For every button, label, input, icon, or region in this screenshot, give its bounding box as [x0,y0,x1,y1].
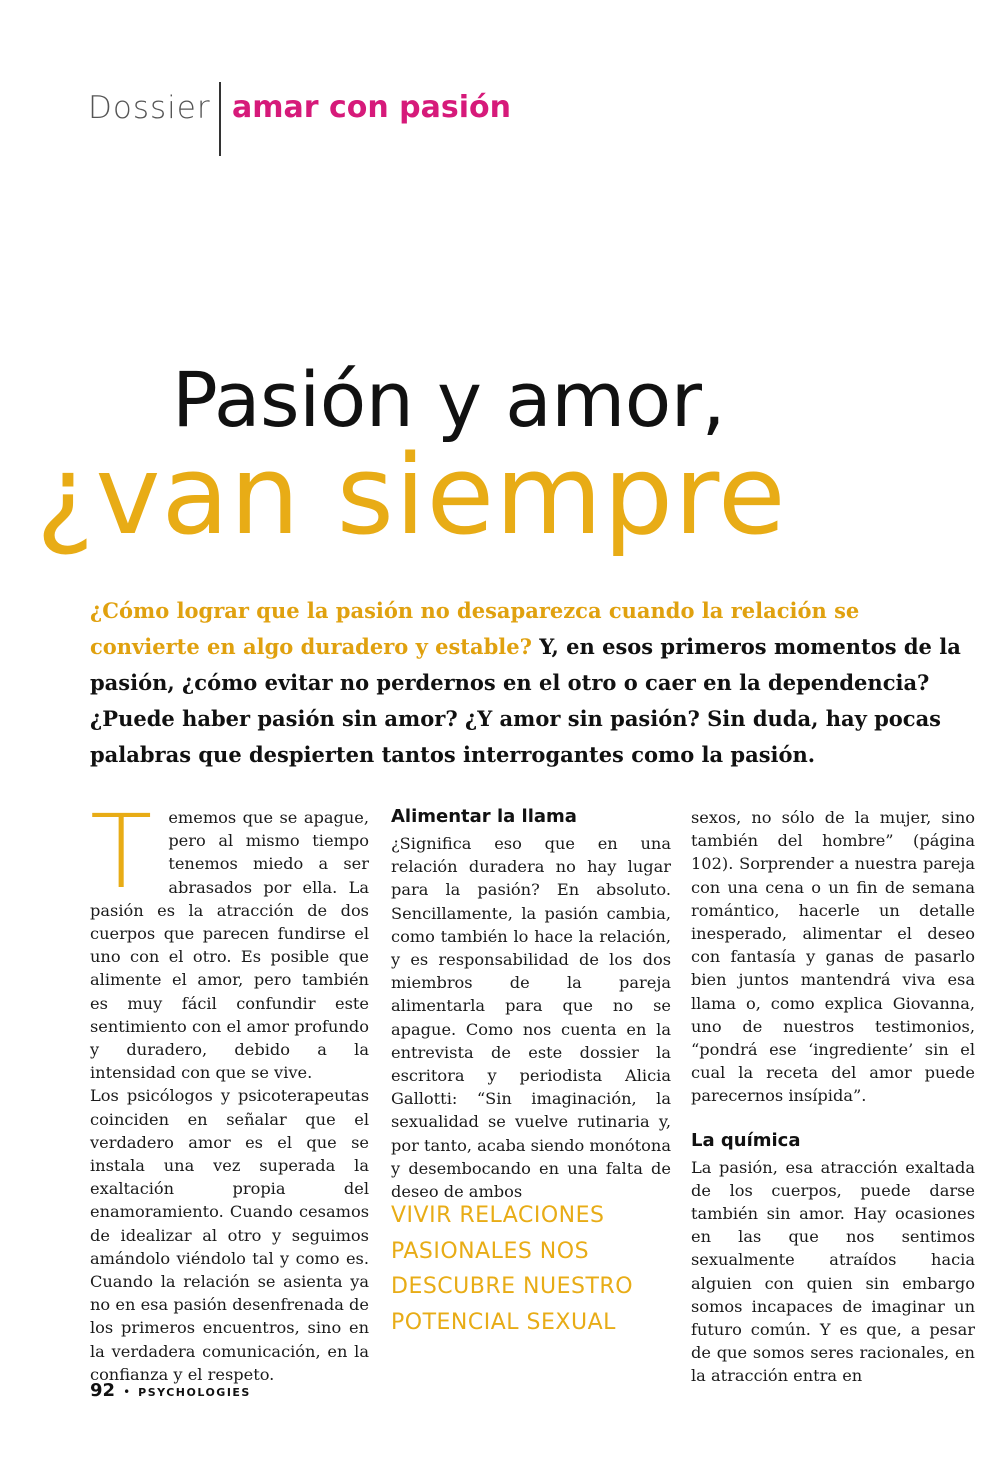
page-footer [90,1380,251,1401]
title-line-2: ¿van siempre [36,431,787,559]
pull-quote-line-1: VIVIR RELACIONES [391,1203,605,1228]
intro-paragraph [90,593,970,773]
pull-quote-line-3: DESCUBRE NUESTRO [391,1274,634,1299]
title-line-1: Pasión y amor, [172,355,726,444]
column-2 [391,806,671,1203]
column-3 [691,806,975,1388]
col3-heading: La química [691,1129,801,1151]
col3-paragraph-1: sexos, no sólo de la mujer, sino también del hombre” (página 102). Sorprender a nuestra pareja con una cena o un fin de semana romántico, hacerle un detalle inesperado, alimentar el deseo con fantasía y ganas de pasarlo bien juntos mantendrá viva esa llama o, como explica Giovanna, uno de nuestros testimonios, “pondrá ese ‘ingrediente’ sin el cual la receta del amor puede parecernos insípida”. [691,808,975,1106]
col2-paragraph-1: ¿Significa eso que en una relación duradera no hay lugar para la pasión? En absoluto. Sencillamente, la pasión cambia, como también lo hace la relación, y es responsabilidad de los dos miembros de la pareja alimentarla para que no se apague. Como nos cuenta en la entrevista de este dossier la escritora y periodista Alicia Gallotti: “Sin imaginación, la sexualidad se vuelve rutinaria y, por tanto, acaba siendo monótona y desembocando en una falta de deseo de ambos [391,834,671,1202]
pull-quote-line-4: POTENCIAL SEXUAL [391,1309,616,1335]
col3-paragraph-2: La pasión, esa atracción exaltada de los cuerpos, puede darse también sin amor. Hay ocasiones en las que nos sentimos sexualmente atraídos hacia alguien con quien sin embargo somos incapaces de imaginar un futuro común. Y es que, a pesar de que somos seres racionales, en la atracción entra en [691,1157,975,1386]
intro-rest: Y, en esos primeros momentos de la pasión, ¿cómo evitar no perdernos en el otro o caer en la dependencia? ¿Puede haber pasión sin amor? ¿Y amor sin pasión? Sin duda, hay pocas palabras que despierten tantos interrogantes como la pasión. [90,634,961,767]
col1-p1-text: ememos que se apague, pero al mismo tiempo tenemos miedo a ser abrasados por ella. La pasión es la atracción de dos cuerpos que parecen fundirse el uno con el otro. Es posible que alimente el amor, pero también es muy fácil confundir este sentimiento con el amor profundo y duradero, debido a la intensidad con que se vive. [90,808,369,1083]
page-number: 92 [90,1380,116,1401]
footer-separator: • [123,1385,131,1399]
col1-paragraph-1 [90,793,369,1084]
drop-cap: T [90,793,153,912]
col2-heading: Alimentar la llama [391,806,577,827]
section-label: Dossier [88,90,211,126]
col1-paragraph-2: Los psicólogos y psicoterapeutas coinciden en señalar que el verdadero amor es el que se instala una vez superada la exaltación propia del enamoramiento. Cuando cesamos de idealizar al otro y seguimos amándolo viéndolo tal y como es. Cuando la relación se asienta ya no en esa pasión desenfrenada de los primeros encuentros, sino en la verdadera comunicación, en la confianza y el respeto. [90,1086,369,1384]
pull-quote [391,1198,681,1340]
topic-label: amar con pasión [232,90,512,125]
magazine-name: PSYCHOLOGIES [138,1386,251,1399]
pull-quote-line-2: PASIONALES NOS [391,1238,590,1264]
column-1 [90,793,369,1386]
header-divider [219,82,221,156]
intro-highlight: ¿Cómo lograr que la pasión no desaparezca cuando la relación se convierte en algo duradero y estable? [90,598,860,659]
